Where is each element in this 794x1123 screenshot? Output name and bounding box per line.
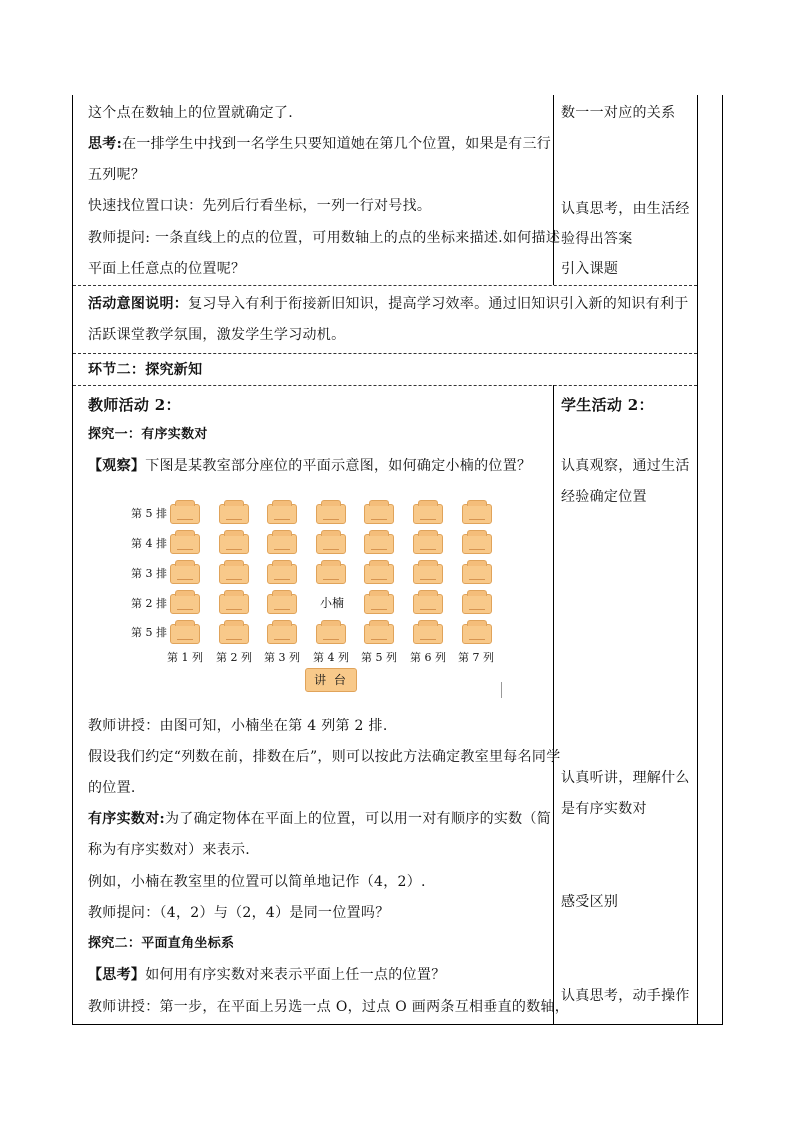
column-label: 第 5 列 xyxy=(361,651,397,664)
teacher-activity-header: 教师活动 2： xyxy=(88,396,181,414)
desk xyxy=(364,594,394,614)
table-left-border xyxy=(72,95,73,1025)
desk xyxy=(462,624,492,644)
text-line: 教师讲授：由图可知，小楠坐在第 4 列第 2 排. xyxy=(88,718,388,734)
text-line: 这个点在数轴上的位置就确定了. xyxy=(88,105,293,121)
column-divider-bottom xyxy=(553,385,554,1025)
text-line: 教师讲授：第一步，在平面上另选一点 O，过点 O 画两条互相垂直的数轴， xyxy=(88,999,570,1015)
row-label: 第 5 排 xyxy=(131,507,167,520)
ordered-pair-text: 为了确定物体在平面上的位置，可以用一对有顺序的实数（简 xyxy=(164,811,552,827)
text-line xyxy=(88,809,551,829)
text-line: 快速找位置口诀：先列后行看坐标，一列一行对号找。 xyxy=(88,198,432,214)
column-label: 第 2 列 xyxy=(216,651,252,664)
student-note: 引入课题 xyxy=(561,261,619,277)
student-activity-header: 学生活动 2： xyxy=(561,396,654,414)
student-note: 认真思考，动手操作 xyxy=(561,988,690,1004)
student-note: 认真听讲，理解什么 xyxy=(561,770,690,786)
desk xyxy=(364,534,394,554)
text-line: 平面上任意点的位置呢？ xyxy=(88,261,246,277)
desk xyxy=(170,504,200,524)
desk xyxy=(170,564,200,584)
desk xyxy=(267,564,297,584)
column-label: 第 7 列 xyxy=(458,651,494,664)
observe-line xyxy=(88,456,531,476)
desk xyxy=(364,564,394,584)
student-note: 认真思考，由生活经 xyxy=(561,201,690,217)
intent-line: 活跃课堂教学氛围，激发学生学习动机。 xyxy=(88,327,346,343)
think-label: 【思考】 xyxy=(88,967,146,983)
text-line xyxy=(88,134,551,154)
row-label: 第 3 排 xyxy=(131,567,167,580)
student-note: 经验确定位置 xyxy=(561,489,647,505)
desk xyxy=(316,564,346,584)
column-label: 第 3 列 xyxy=(264,651,300,664)
row-divider xyxy=(73,385,697,386)
desk xyxy=(219,624,249,644)
text-line xyxy=(88,965,446,985)
student-name-label: 小楠 xyxy=(320,596,345,610)
desk xyxy=(364,624,394,644)
desk xyxy=(219,564,249,584)
podium: 讲 台 xyxy=(305,668,357,692)
text-line: 假设我们约定“列数在前，排数在后”，则可以按此方法确定教室里每名同学 xyxy=(88,749,561,765)
desk xyxy=(462,534,492,554)
text-line: 的位置. xyxy=(88,780,136,796)
desk xyxy=(170,624,200,644)
student-note: 是有序实数对 xyxy=(561,801,647,817)
table-right-border xyxy=(722,95,723,1025)
desk xyxy=(413,534,443,554)
desk xyxy=(413,504,443,524)
table-bottom-border xyxy=(72,1024,723,1025)
table-inner-right-border xyxy=(697,95,698,1025)
row-divider xyxy=(73,285,697,286)
column-label: 第 6 列 xyxy=(410,651,446,664)
intent-label: 活动意图说明： xyxy=(88,296,189,312)
desk xyxy=(267,594,297,614)
think-label: 思考: xyxy=(88,136,123,152)
student-note: 验得出答案 xyxy=(561,231,633,247)
row-label: 第 4 排 xyxy=(131,537,167,550)
text-line: 例如，小楠在教室里的位置可以简单地记作（4，2）. xyxy=(88,874,426,890)
intent-text: 复习导入有利于衔接新旧知识，提高学习效率。通过旧知识引入新的知识有利于 xyxy=(188,296,689,312)
think-text: 在一排学生中找到一名学生只要知道她在第几个位置，如果是有三行 xyxy=(122,136,552,152)
desk xyxy=(413,624,443,644)
student-note: 感受区别 xyxy=(561,894,619,910)
explore-title: 探究二：平面直角坐标系 xyxy=(88,936,235,951)
section-title: 环节二：探究新知 xyxy=(88,362,203,378)
text-line: 五列呢？ xyxy=(88,167,146,183)
desk xyxy=(267,624,297,644)
think-text: 如何用有序实数对来表示平面上任一点的位置？ xyxy=(145,967,446,983)
desk xyxy=(462,564,492,584)
desk xyxy=(316,624,346,644)
desk xyxy=(316,504,346,524)
intent-line xyxy=(88,294,689,314)
desk xyxy=(413,594,443,614)
figure-edge-mark xyxy=(501,682,502,698)
desk xyxy=(219,534,249,554)
text-line: 教师提问: 一条直线上的点的位置，可用数轴上的点的坐标来描述.如何描述 xyxy=(88,230,561,246)
row-divider xyxy=(73,353,697,354)
text-line: 称为有序实数对）来表示. xyxy=(88,842,251,858)
column-label: 第 1 列 xyxy=(167,651,203,664)
desk xyxy=(267,534,297,554)
desk xyxy=(170,594,200,614)
desk xyxy=(170,534,200,554)
desk xyxy=(316,534,346,554)
desk xyxy=(413,564,443,584)
observe-text: 下图是某教室部分座位的平面示意图，如何确定小楠的位置？ xyxy=(145,458,532,474)
student-note: 认真观察，通过生活 xyxy=(561,458,690,474)
row-label: 第 2 排 xyxy=(131,597,167,610)
observe-label: 【观察】 xyxy=(88,458,146,474)
column-divider-top xyxy=(553,95,554,285)
desk xyxy=(267,504,297,524)
explore-title: 探究一：有序实数对 xyxy=(88,427,208,442)
desk xyxy=(364,504,394,524)
desk xyxy=(462,504,492,524)
desk xyxy=(462,594,492,614)
row-label: 第 5 排 xyxy=(131,626,167,639)
student-note: 数一一对应的关系 xyxy=(561,105,676,121)
desk xyxy=(219,594,249,614)
desk xyxy=(219,504,249,524)
text-line: 教师提问：（4，2）与（2，4）是同一位置吗？ xyxy=(88,905,390,921)
ordered-pair-label: 有序实数对: xyxy=(88,811,165,827)
column-label: 第 4 列 xyxy=(313,651,349,664)
